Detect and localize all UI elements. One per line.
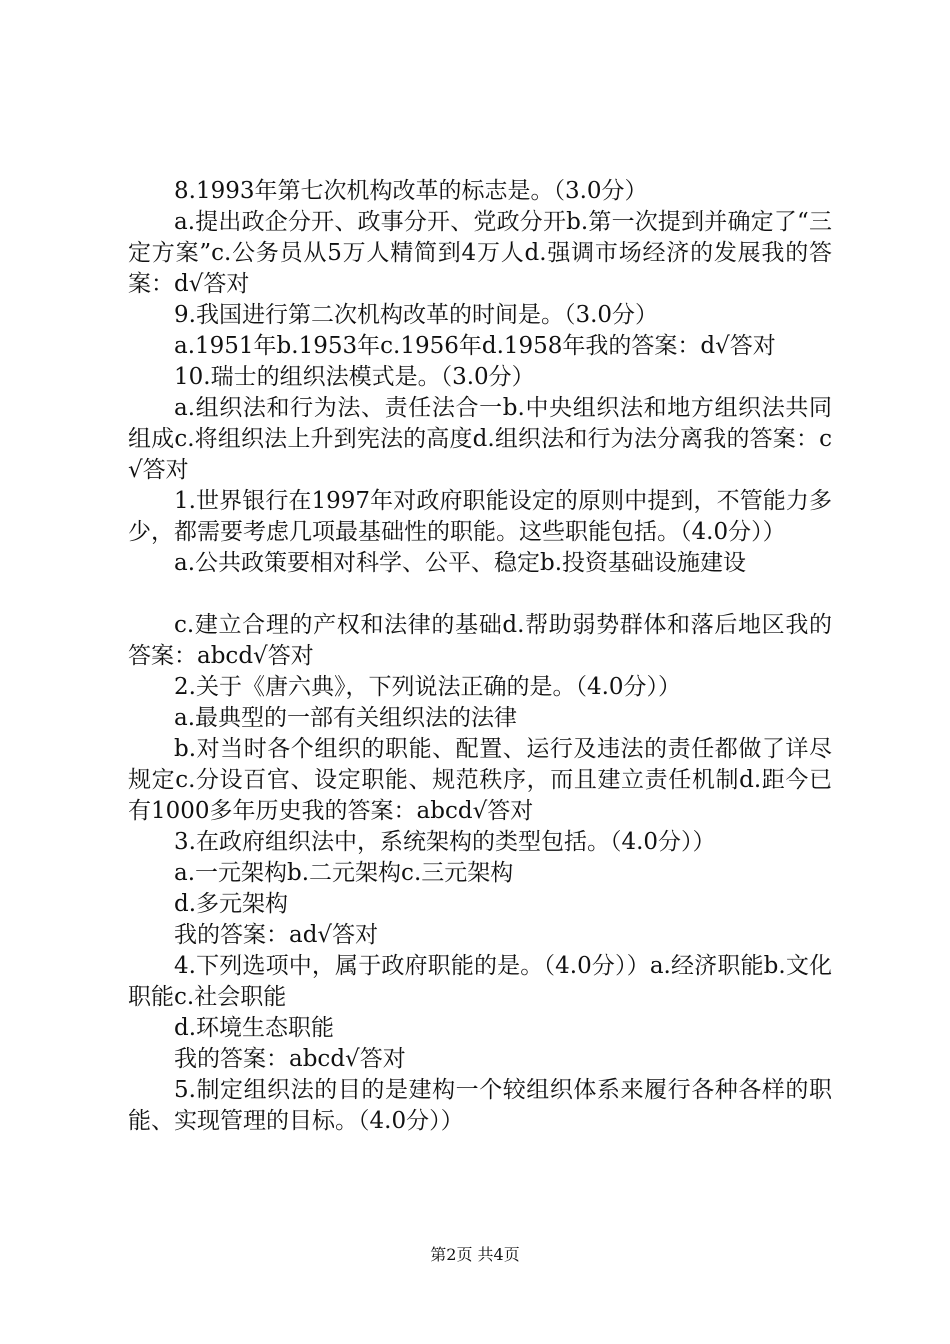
multi-question-3-title: 3.在政府组织法中，系统架构的类型包括。（4.0分）） — [174, 829, 716, 855]
multi-question-3-option-d: d.多元架构 — [174, 891, 289, 917]
multi-question-4-answer: 我的答案：abcd√答对 — [174, 1046, 406, 1072]
multi-question-1-title: 1.世界银行在1997年对政府职能设定的原则中提到，不管能力多少，都需要考虑几项最基础性的职能。这些职能包括。（4.0分）） — [128, 488, 832, 545]
question-8-title: 8.1993年第七次机构改革的标志是。（3.0分） — [174, 178, 648, 204]
multi-question-5-title: 5.制定组织法的目的是建构一个较组织体系来履行各种各样的职能、实现管理的目标。（4.0分）） — [128, 1077, 832, 1134]
question-9-options: a.1951年b.1953年c.1956年d.1958年我的答案：d√答对 — [174, 333, 776, 359]
multi-question-2-title: 2.关于《唐六典》，下列说法正确的是。（4.0分）） — [174, 674, 682, 700]
document-body — [128, 176, 832, 1137]
multi-question-1-options-part1: a.公共政策要相对科学、公平、稳定b.投资基础设施建设 — [174, 550, 747, 576]
multi-question-2-options: b.对当时各个组织的职能、配置、运行及违法的责任都做了详尽规定c.分设百官、设定职能、规范秩序，而且建立责任机制d.距今已有1000多年历史我的答案：abcd√答对 — [128, 736, 832, 824]
page-footer: 第2页 共4页 — [430, 1245, 520, 1264]
multi-question-4-option-d: d.环境生态职能 — [174, 1015, 335, 1041]
question-9-title: 9.我国进行第二次机构改革的时间是。（3.0分） — [174, 302, 659, 328]
question-10-options: a.组织法和行为法、责任法合一b.中央组织法和地方组织法共同组成c.将组织法上升到宪法的高度d.组织法和行为法分离我的答案：c√答对 — [128, 395, 832, 483]
multi-question-4-title: 4.下列选项中，属于政府职能的是。（4.0分））a.经济职能b.文化职能c.社会职能 — [128, 953, 832, 1010]
multi-question-3-answer: 我的答案：ad√答对 — [174, 922, 379, 948]
multi-question-3-options: a.一元架构b.二元架构c.三元架构 — [174, 860, 514, 886]
question-8-options: a.提出政企分开、政事分开、党政分开b.第一次提到并确定了“三定方案”c.公务员从5万人精简到4万人d.强调市场经济的发展我的答案：d√答对 — [128, 209, 832, 297]
multi-question-1-options-part2: c.建立合理的产权和法律的基础d.帮助弱势群体和落后地区我的答案：abcd√答对 — [128, 612, 832, 669]
question-10-title: 10.瑞士的组织法模式是。（3.0分） — [174, 364, 535, 390]
multi-question-2-option-a: a.最典型的一部有关组织法的法律 — [174, 705, 518, 731]
paragraph-gap — [128, 579, 832, 610]
